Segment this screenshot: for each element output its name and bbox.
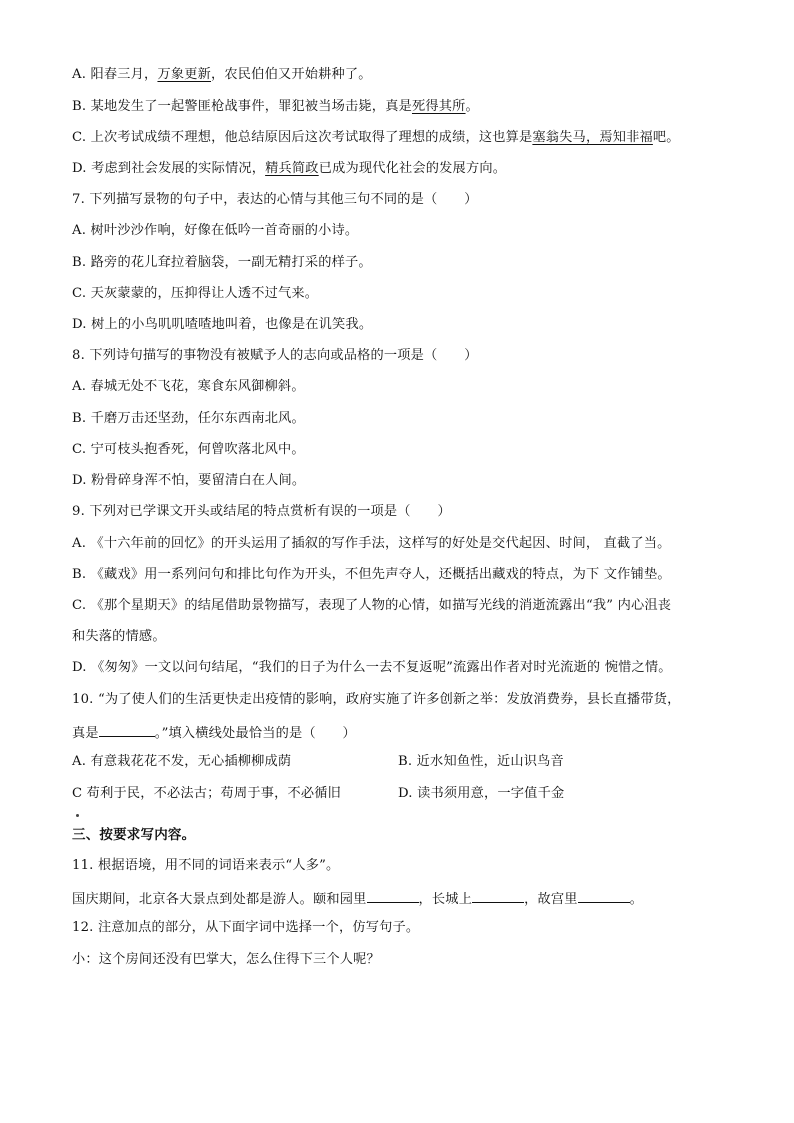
q7-option-b: B. 路旁的花儿耷拉着脑袋，一副无精打采的样子。 (72, 255, 372, 270)
q10-stem-line1: 10. “为了使人们的生活更快走出疫情的影响，政府实施了许多创新之举：发放消费券，县长直播带货， (72, 692, 681, 707)
q12-example: 小：这个房间还没有巴掌大，怎么住得下三个人呢？ (72, 952, 380, 967)
q6-option-b-suffix: 。 (465, 99, 479, 114)
q10-stem-suffix: 。”填入横线处最恰当的是（ ） (154, 726, 356, 741)
q6-option-b-underlined: 死得其所 (411, 99, 466, 114)
q8-option-b: B. 千磨万击还坚劲，任尔东西南北风。 (72, 411, 305, 426)
q11-text-part3: ，故宫里 (524, 892, 578, 907)
q11-blank-3[interactable] (578, 888, 630, 903)
q10-answer-blank[interactable] (99, 722, 155, 737)
q11-context-line (72, 888, 643, 909)
q6-option-c (72, 129, 680, 147)
q10-option-a: A. 有意栽花花不发，无心插柳柳成荫 (72, 754, 292, 769)
q11-stem: 11. 根据语境，用不同的词语来表示“人多”。 (72, 858, 340, 873)
q6-option-c-underlined: 塞翁失马，焉知非福 (532, 130, 653, 145)
q9-stem: 9. 下列对已学课文开头或结尾的特点赏析有误的一项是（ ） (72, 504, 451, 519)
q11-blank-1[interactable] (367, 888, 419, 903)
q9-option-a: A. 《十六年前的回忆》的开头运用了插叙的写作手法，这样写的好处是交代起因、时间， 直截了当。 (72, 536, 671, 551)
q9-option-c-line2: 和失落的情感。 (72, 629, 166, 644)
q6-option-c-prefix: C. 上次考试成绩不理想，他总结原因后这次考试取得了理想的成绩，这也算是 (72, 130, 533, 145)
q10-option-b: B. 近水知鱼性，近山识鸟音 (398, 754, 564, 769)
q6-option-d-underlined: 精兵简政 (265, 161, 319, 176)
q7-option-a: A. 树叶沙沙作响，好像在低吟一首奇丽的小诗。 (72, 223, 359, 238)
q11-text-part1: 国庆期间，北京各大景点到处都是游人。颐和园里 (72, 892, 367, 907)
q10-stem-prefix: 真是 (72, 726, 99, 741)
q8-option-c: C. 宁可枝头抱香死，何曾吹落北风中。 (72, 442, 305, 457)
q9-option-c-line1: C. 《那个星期天》的结尾借助景物描写，表现了人物的心情，如描写光线的消逝流露出“我” 内心沮丧 (72, 598, 672, 613)
q6-option-d-prefix: D. 考虑到社会发展的实际情况， (72, 161, 266, 176)
q6-option-b-prefix: B. 某地发生了一起警匪枪战事件，罪犯被当场击毙，真是 (72, 99, 412, 114)
q7-option-d: D. 树上的小鸟叽叽喳喳地叫着，也像是在讥笑我。 (72, 317, 373, 332)
q6-option-a (72, 66, 372, 84)
q8-stem: 8. 下列诗句描写的事物没有被赋予人的志向或品格的一项是（ ） (72, 348, 478, 363)
q6-option-a-suffix: ，农民伯伯又开始耕种了。 (211, 67, 372, 82)
q11-text-part2: ，长城上 (418, 892, 473, 907)
q9-option-b: B. 《藏戏》用一系列问句和排比句作为开头，不但先声夺人，还概括出藏戏的特点，为下 文作铺垫。 (72, 567, 671, 582)
q6-option-a-underlined: 万象更新 (157, 67, 212, 82)
q7-option-c: C. 天灰蒙蒙的，压抑得让人透不过气来。 (72, 286, 319, 301)
q6-option-d (72, 160, 506, 178)
q12-stem: 12. 注意加点的部分，从下面字词中选择一个，仿写句子。 (72, 920, 420, 935)
q11-blank-2[interactable] (472, 888, 524, 903)
q7-stem: 7. 下列描写景物的句子中，表达的心情与其他三句不同的是（ ） (72, 192, 478, 207)
q10-option-c: C 苟利于民，不必法古；苟周于事，不必循旧 (72, 786, 342, 801)
q11-text-part4: 。 (629, 892, 644, 907)
q8-option-a: A. 春城无处不飞花，寒食东风御柳斜。 (72, 379, 305, 394)
q6-option-b (72, 98, 479, 116)
q6-option-d-suffix: 已成为现代化社会的发展方向。 (318, 161, 507, 176)
q6-option-a-prefix: A. 阳春三月， (72, 67, 158, 82)
q10-option-d: D. 读书须用意，一字值千金 (398, 786, 565, 801)
q6-option-c-suffix: 吧。 (652, 130, 680, 145)
q10-stem-line2 (72, 722, 356, 743)
q8-option-d: D. 粉骨碎身浑不怕，要留清白在人间。 (72, 473, 306, 488)
q9-option-d: D. 《匆匆》一文以问句结尾，“我们的日子为什么一去不复返呢”流露出作者对时光流逝的 惋惜之情。 (72, 660, 672, 675)
section-3-title: 三、按要求写内容。 (72, 827, 196, 843)
stray-dot-mark (76, 814, 79, 817)
